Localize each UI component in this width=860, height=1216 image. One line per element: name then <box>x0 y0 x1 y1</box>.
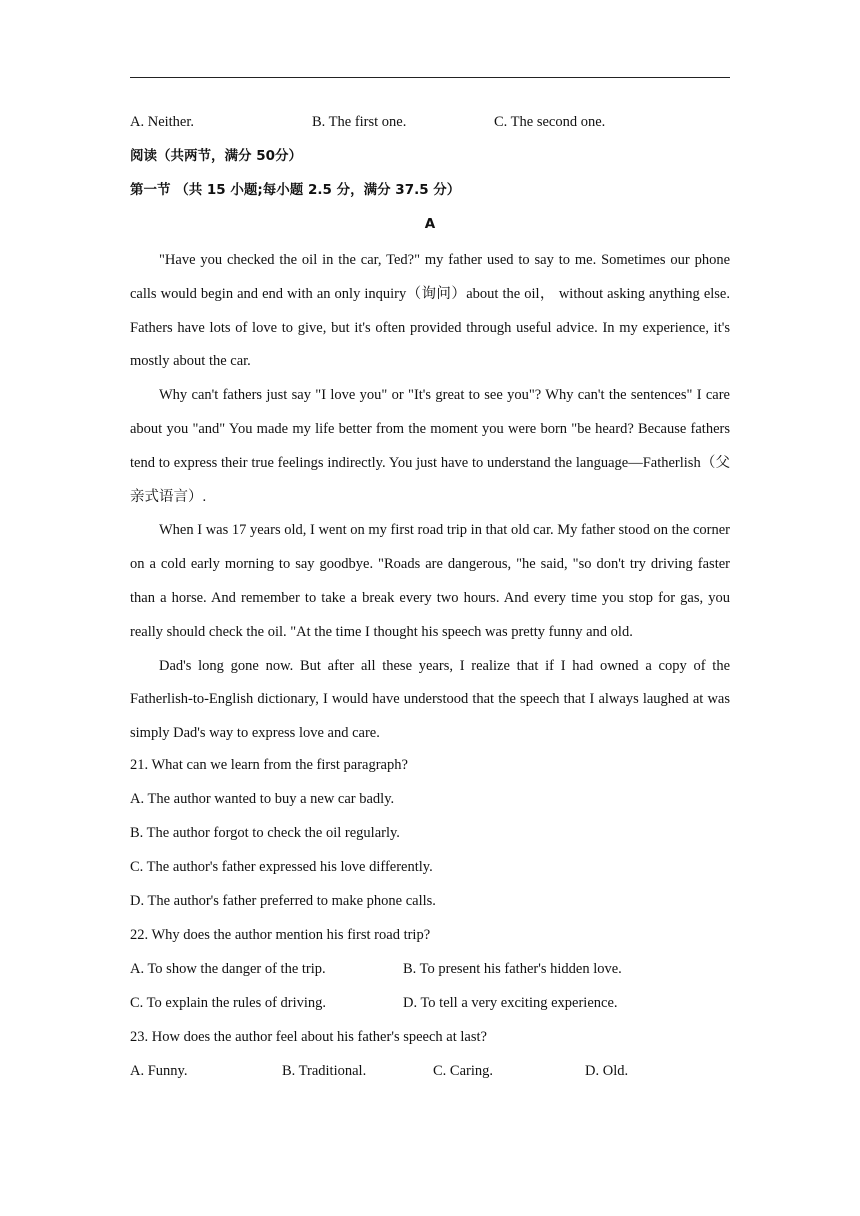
question-stem: 22. Why does the author mention his first road trip? <box>130 926 431 943</box>
option-c: C. To explain the rules of driving. <box>130 994 327 1011</box>
passage-label: A <box>424 216 436 232</box>
question-21 <box>130 751 730 921</box>
option-a: A. Funny. <box>130 1062 188 1079</box>
options-row <box>130 1057 730 1091</box>
question-stem: 21. What can we learn from the first paragraph? <box>130 756 408 773</box>
prev-question-options <box>130 108 730 142</box>
header-rule <box>130 77 730 78</box>
option-a: A. Neither. <box>130 114 195 130</box>
option-d: D. Old. <box>585 1062 629 1079</box>
options-row-2 <box>130 989 730 1023</box>
paragraph-1: "Have you checked the oil in the car, Ted?" my father used to say to me. Sometimes our phone calls would begin and end with an only inquiry（询问）about the oil， without asking anything else. Fathers have lots of love to give, but it's often provided through useful advice. In my experience, it's mostly about the car. <box>130 252 730 370</box>
option-d: D. The author's father preferred to make phone calls. <box>130 892 436 909</box>
paragraph-3: When I was 17 years old, I went on my first road trip in that old car. My father stood on the corner on a cold early morning to say goodbye. "Roads are dangerous, "he said, "so don't try driving faster than a horse. And remember to take a break every two hours. And every time you stop for gas, you really should check the oil. "At the time I thought his speech was pretty funny and old. <box>130 522 730 640</box>
document-page <box>130 108 730 1091</box>
option-b: B. Traditional. <box>282 1062 367 1079</box>
paragraph-2: Why can't fathers just say "I love you" or "It's great to see you"? Why can't the sentences" I care about you "and" You made my life better from the moment you were born "be heard? Because fathers tend to express their true feelings indirectly. You just have to understand the language—Fatherlish（父亲式语言）. <box>130 387 730 505</box>
question-22 <box>130 921 730 1023</box>
option-b: B. To present his father's hidden love. <box>403 960 622 977</box>
option-b: B. The author forgot to check the oil regularly. <box>130 824 400 841</box>
option-a: A. The author wanted to buy a new car badly. <box>130 790 395 807</box>
option-a: A. To show the danger of the trip. <box>130 960 326 977</box>
passage-body <box>130 244 730 751</box>
option-b: B. The first one. <box>312 114 407 130</box>
question-stem: 23. How does the author feel about his father's speech at last? <box>130 1028 487 1045</box>
option-c: C. Caring. <box>433 1062 494 1079</box>
question-23 <box>130 1023 730 1091</box>
option-c: C. The second one. <box>494 114 606 130</box>
option-c: C. The author's father expressed his love differently. <box>130 858 433 875</box>
options-row-1 <box>130 955 730 989</box>
section-subtitle: 第一节 （共 15 小题;每小题 2.5 分，满分 37.5 分） <box>130 182 461 198</box>
section-title: 阅读（共两节，满分 50分） <box>130 148 302 164</box>
paragraph-4: Dad's long gone now. But after all these years, I realize that if I had owned a copy of the Fatherlish-to-English dictionary, I would have understood that the speech that I always laughed at was simply Dad's way to express love and care. <box>130 657 730 742</box>
option-d: D. To tell a very exciting experience. <box>403 994 618 1011</box>
